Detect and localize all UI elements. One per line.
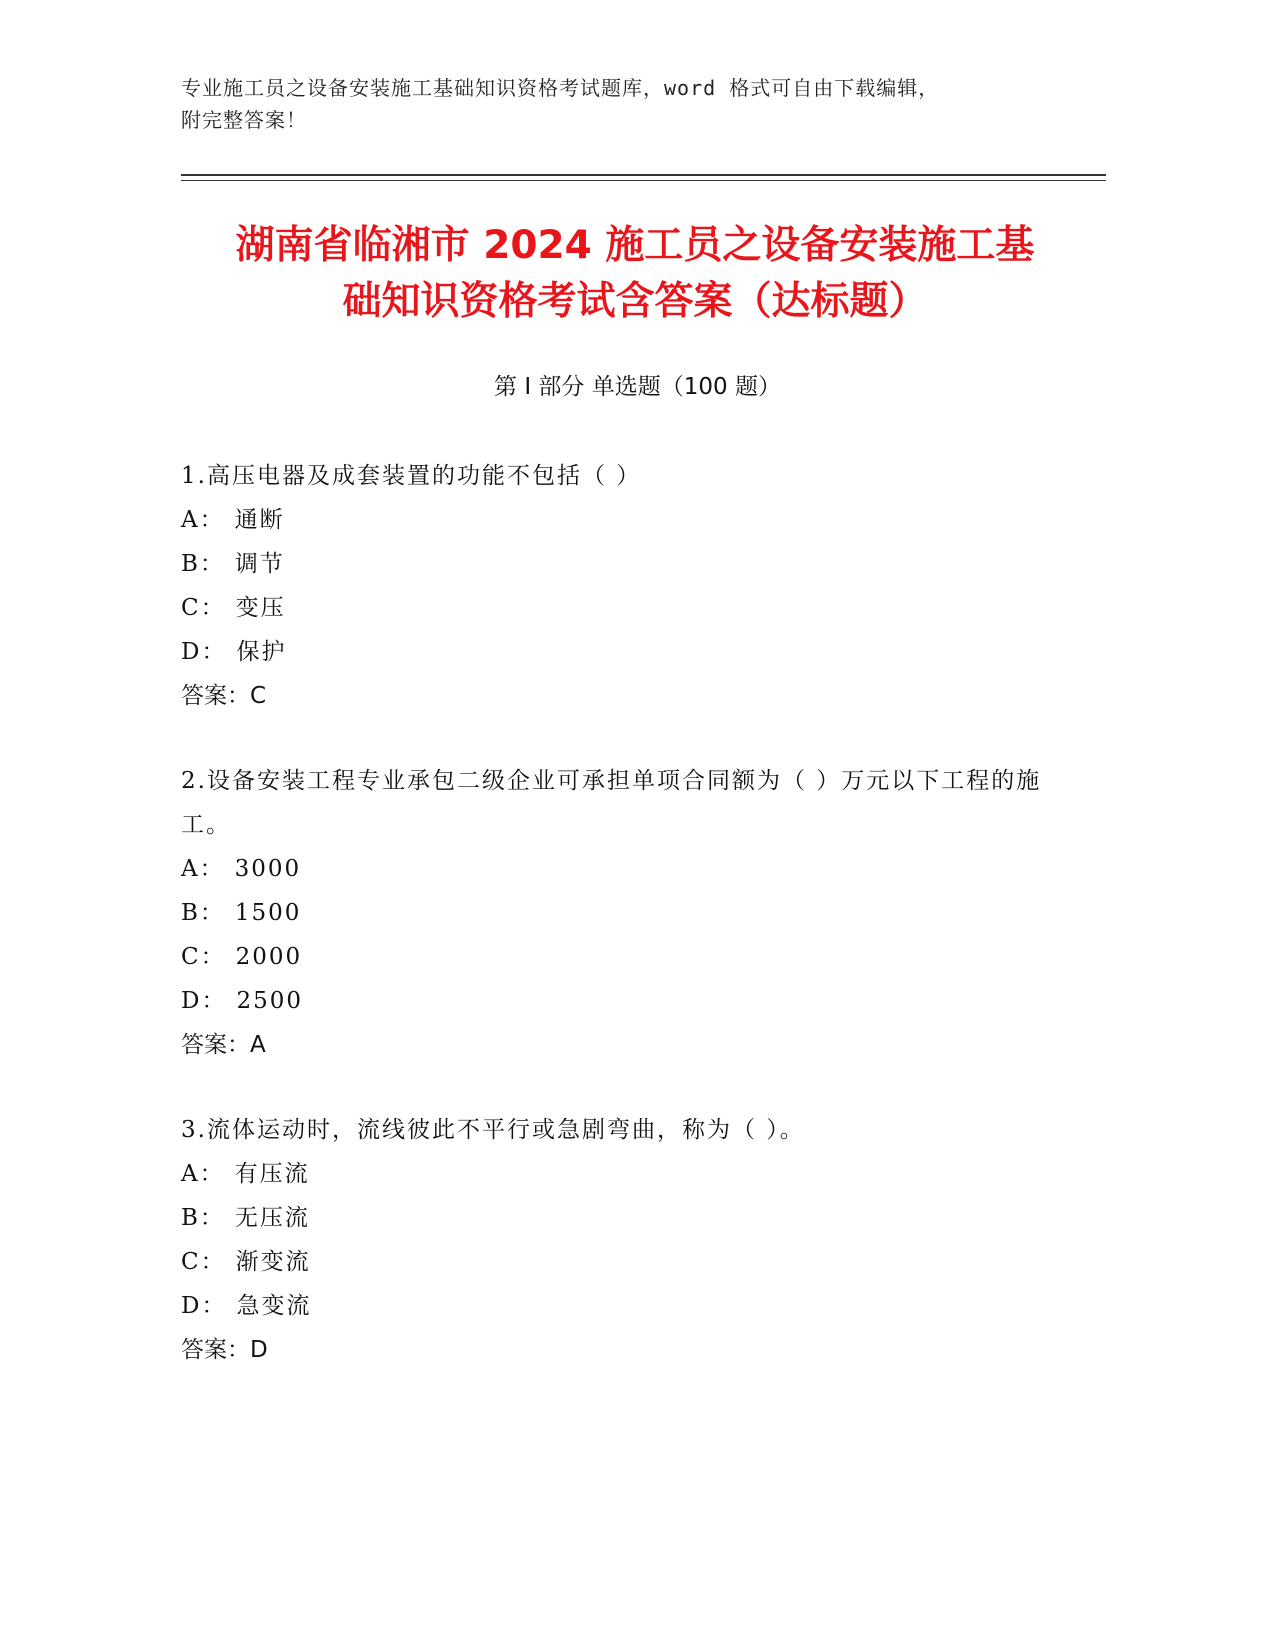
option-b <box>181 891 1061 935</box>
answer-line: 答案：A <box>181 1032 266 1058</box>
option-a <box>181 847 1061 891</box>
option-value: 变压 <box>235 595 286 621</box>
option-c <box>181 586 1061 630</box>
option-value: 保护 <box>236 639 287 665</box>
option-c <box>181 1240 1061 1284</box>
option-label: A： <box>181 856 225 882</box>
option-label: B： <box>181 900 225 926</box>
answer-line: 答案：D <box>181 1337 268 1363</box>
option-value: 无压流 <box>234 1205 310 1231</box>
option-value: 急变流 <box>236 1293 312 1319</box>
question-1 <box>181 454 1061 718</box>
option-c <box>181 935 1061 979</box>
option-label: D： <box>181 639 227 665</box>
header-divider-thin <box>181 180 1106 181</box>
question-text: 1.高压电器及成套装置的功能不包括（ ） <box>181 463 642 489</box>
option-value: 2500 <box>236 988 303 1014</box>
document-title-line-1: 湖南省临湘市 2024 施工员之设备安装施工基 <box>235 223 1035 268</box>
question-3 <box>181 1108 1061 1372</box>
option-b <box>181 1196 1061 1240</box>
header-note-line-2: 附完整答案！ <box>181 108 307 132</box>
question-text: 2.设备安装工程专业承包二级企业可承担单项合同额为（ ）万元以下工程的施工。 <box>181 768 1042 838</box>
section-heading: 第 I 部分 单选题（100 题） <box>494 374 781 400</box>
option-d <box>181 1284 1061 1328</box>
option-label: A： <box>181 507 225 533</box>
option-d <box>181 979 1061 1023</box>
option-value: 调节 <box>234 551 285 577</box>
option-a <box>181 498 1061 542</box>
header-divider-thick <box>181 174 1106 176</box>
option-value: 2000 <box>235 944 303 970</box>
option-d <box>181 630 1061 674</box>
option-label: D： <box>181 1293 227 1319</box>
question-2 <box>181 759 1061 1067</box>
answer-line: 答案：C <box>181 683 267 709</box>
option-label: C： <box>181 944 226 970</box>
option-value: 渐变流 <box>235 1249 311 1275</box>
option-b <box>181 542 1061 586</box>
option-value: 3000 <box>234 856 302 882</box>
option-label: B： <box>181 1205 225 1231</box>
document-title <box>130 218 1140 330</box>
option-a <box>181 1152 1061 1196</box>
option-label: B： <box>181 551 225 577</box>
document-title-line-2: 础知识资格考试含答案（达标题） <box>342 279 928 324</box>
option-value: 有压流 <box>234 1161 310 1187</box>
question-text: 3.流体运动时，流线彼此不平行或急剧弯曲，称为（ ）。 <box>181 1117 805 1143</box>
option-label: D： <box>181 988 227 1014</box>
header-note-line-1: 专业施工员之设备安装施工基础知识资格考试题库，word 格式可自由下载编辑， <box>181 76 940 100</box>
option-label: C： <box>181 1249 226 1275</box>
option-value: 通断 <box>234 507 285 533</box>
option-label: A： <box>181 1161 225 1187</box>
option-label: C： <box>181 595 226 621</box>
option-value: 1500 <box>234 900 302 926</box>
header-note <box>181 72 1101 136</box>
